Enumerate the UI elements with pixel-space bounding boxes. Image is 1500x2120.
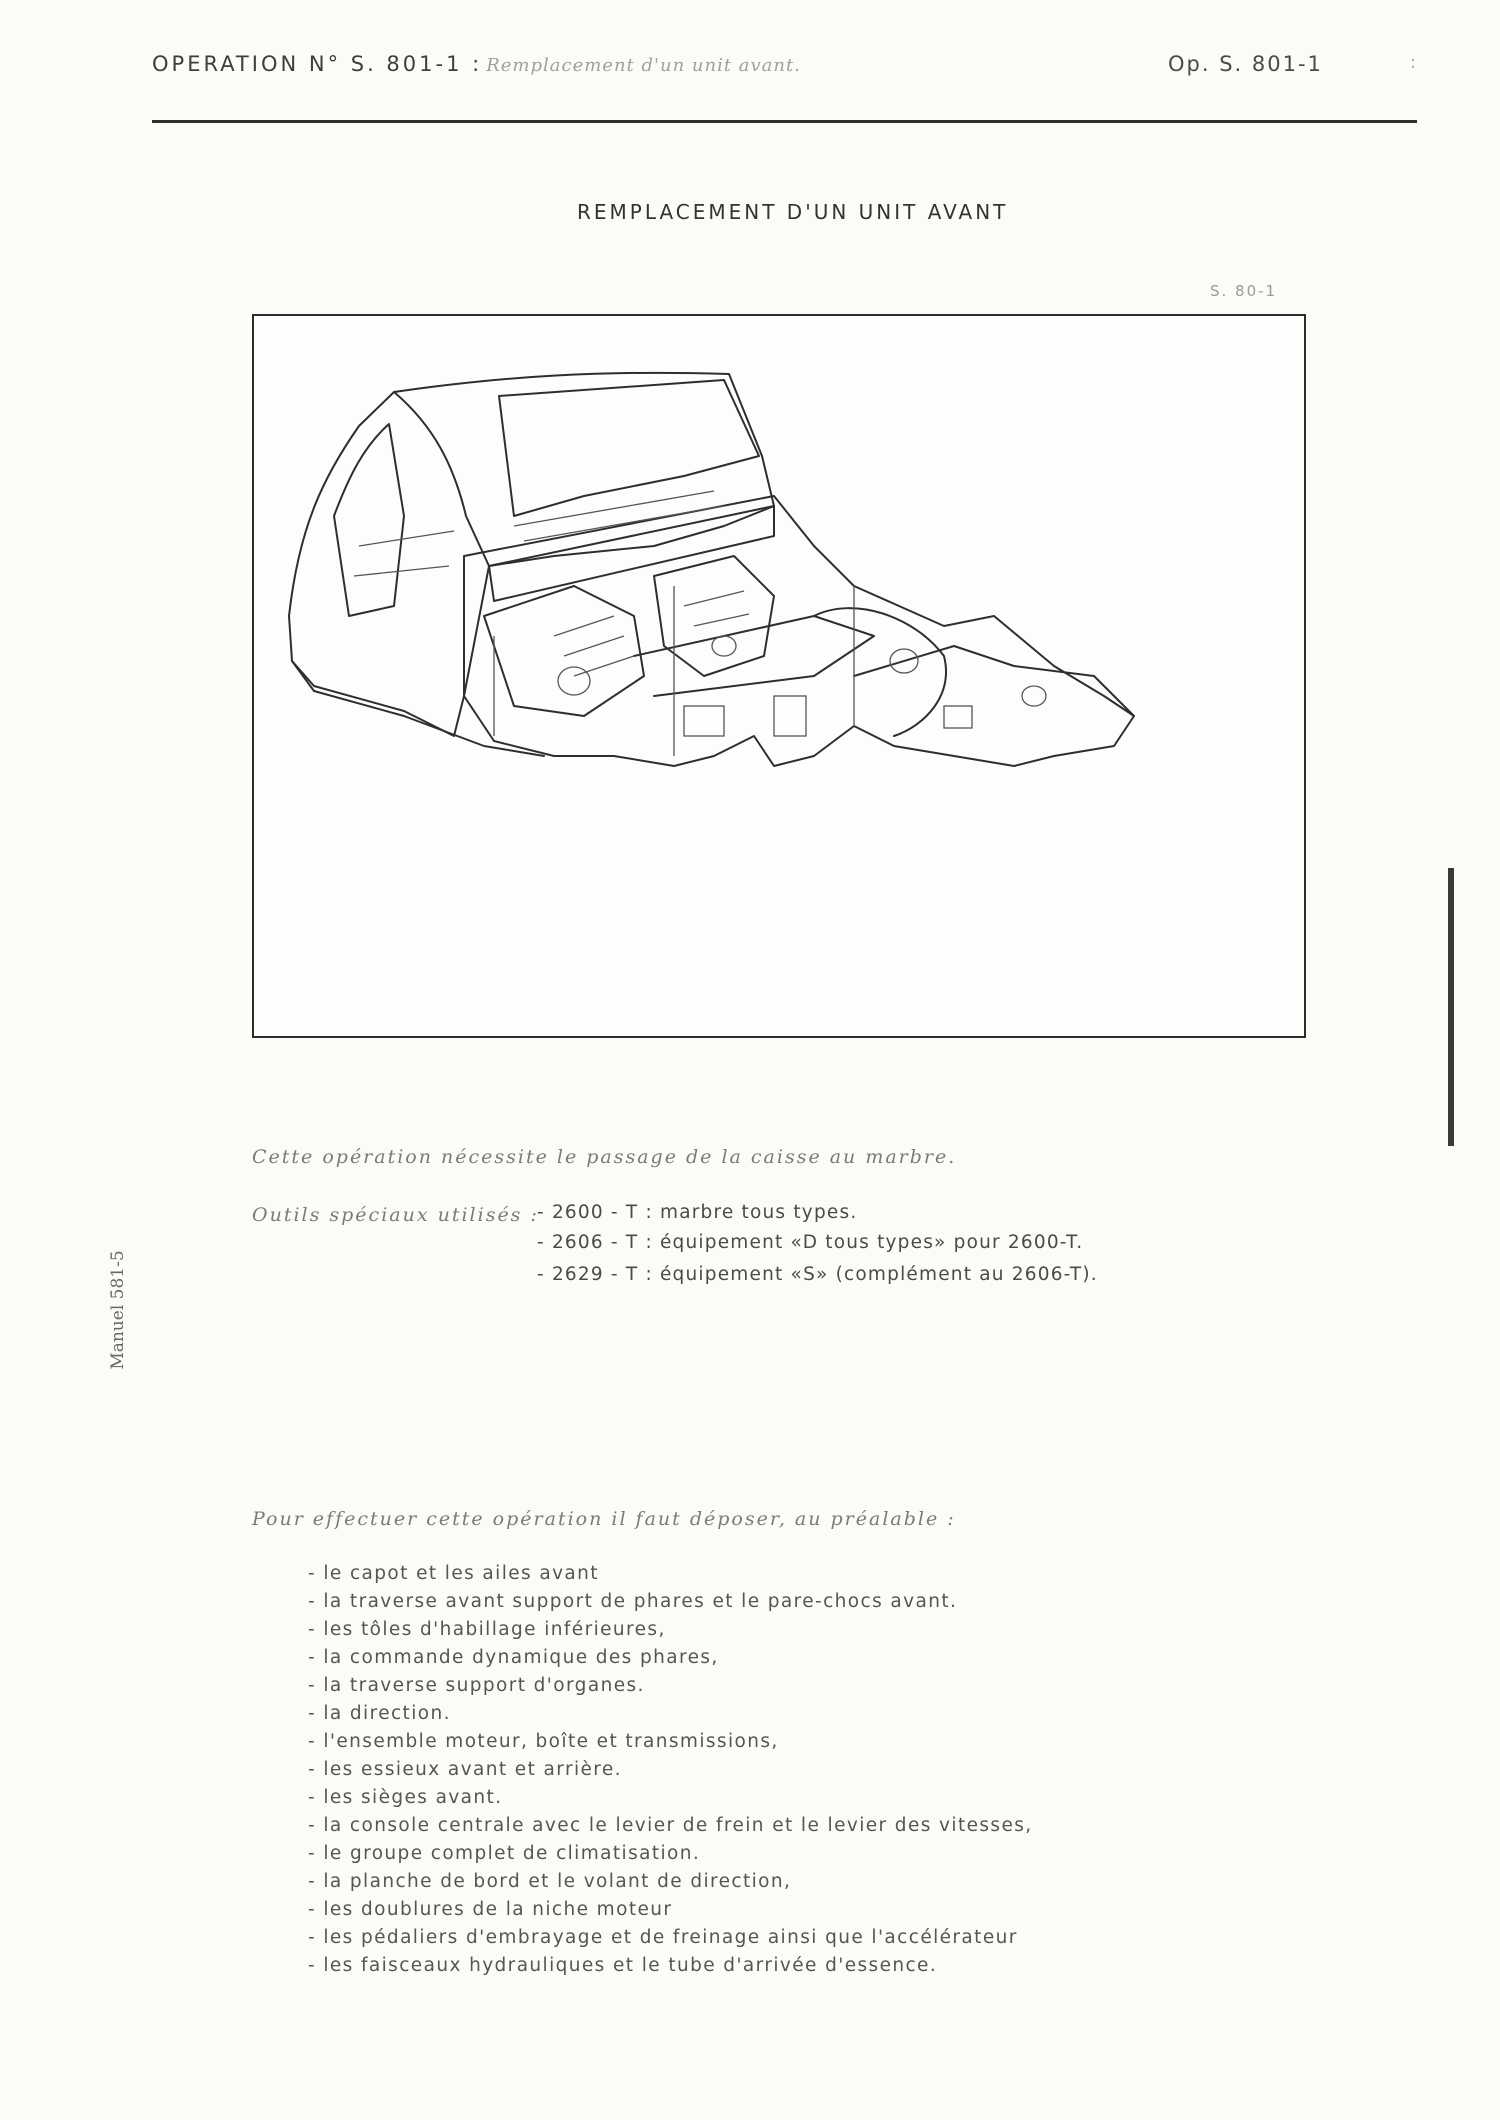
header-operation-number: OPERATION N° S. 801-1 :	[152, 52, 483, 76]
tool-item: - 2629 - T : équipement «S» (complément au 2606-T).	[537, 1264, 1098, 1285]
prep-item: - la direction.	[308, 1703, 451, 1724]
prep-item: - le capot et les ailes avant	[308, 1563, 599, 1584]
front-frame	[464, 496, 1134, 766]
windscreen	[499, 380, 759, 516]
front-panel	[854, 646, 1134, 716]
bulkhead	[489, 506, 774, 601]
prep-item: - les pédaliers d'embrayage et de freinage ainsi que l'accélérateur	[308, 1927, 1018, 1948]
wheel-arch	[814, 608, 946, 736]
header-rule	[152, 120, 1417, 123]
header-operation	[152, 52, 801, 76]
rocker-panel	[292, 661, 544, 756]
prep-item: - l'ensemble moteur, boîte et transmissions,	[308, 1731, 779, 1752]
tool-item: - 2606 - T : équipement «D tous types» pour 2600-T.	[537, 1232, 1084, 1253]
door-opening	[334, 424, 404, 616]
prep-item: - la console centrale avec le levier de frein et le levier des vitesses,	[308, 1815, 1033, 1836]
tools-label: Outils spéciaux utilisés :	[252, 1204, 539, 1226]
figure-ref: S. 80-1	[1210, 282, 1278, 300]
front-rail-right	[654, 556, 774, 676]
header-operation-subtitle: Remplacement d'un unit avant.	[486, 55, 801, 76]
front-rail-left	[484, 586, 644, 716]
header-op-ref: Op. S. 801-1	[1168, 52, 1323, 76]
cross-member	[634, 616, 874, 696]
prep-item: - la commande dynamique des phares,	[308, 1647, 719, 1668]
body-outline	[289, 373, 774, 736]
car-body-drawing	[254, 316, 1304, 1036]
prep-item: - les doublures de la niche moteur	[308, 1899, 673, 1920]
prep-item: - les tôles d'habillage inférieures,	[308, 1619, 666, 1640]
prep-list	[308, 1560, 1033, 1980]
header-mark: :	[1410, 52, 1417, 73]
prep-item: - les sièges avant.	[308, 1787, 503, 1808]
prep-item: - la traverse support d'organes.	[308, 1675, 645, 1696]
prep-item: - les faisceaux hydrauliques et le tube d'arrivée d'essence.	[308, 1955, 938, 1976]
side-manual-label	[108, 1240, 128, 1380]
tool-item: - 2600 - T : marbre tous types.	[537, 1202, 858, 1223]
prep-intro: Pour effectuer cette opération il faut déposer, au préalable :	[252, 1508, 956, 1530]
intro-text: Cette opération nécessite le passage de la caisse au marbre.	[252, 1146, 957, 1168]
page-title: REMPLACEMENT D'UN UNIT AVANT	[577, 200, 1009, 224]
prep-item: - la traverse avant support de phares et le pare-chocs avant.	[308, 1591, 958, 1612]
prep-item: - le groupe complet de climatisation.	[308, 1843, 701, 1864]
prep-item: - les essieux avant et arrière.	[308, 1759, 622, 1780]
prep-item: - la planche de bord et le volant de direction,	[308, 1871, 792, 1892]
windscreen-frame	[394, 392, 489, 566]
car-body-figure	[252, 314, 1306, 1038]
page-edge-bar	[1448, 868, 1454, 1146]
side-manual-text: Manuel 581-5	[108, 1250, 128, 1370]
